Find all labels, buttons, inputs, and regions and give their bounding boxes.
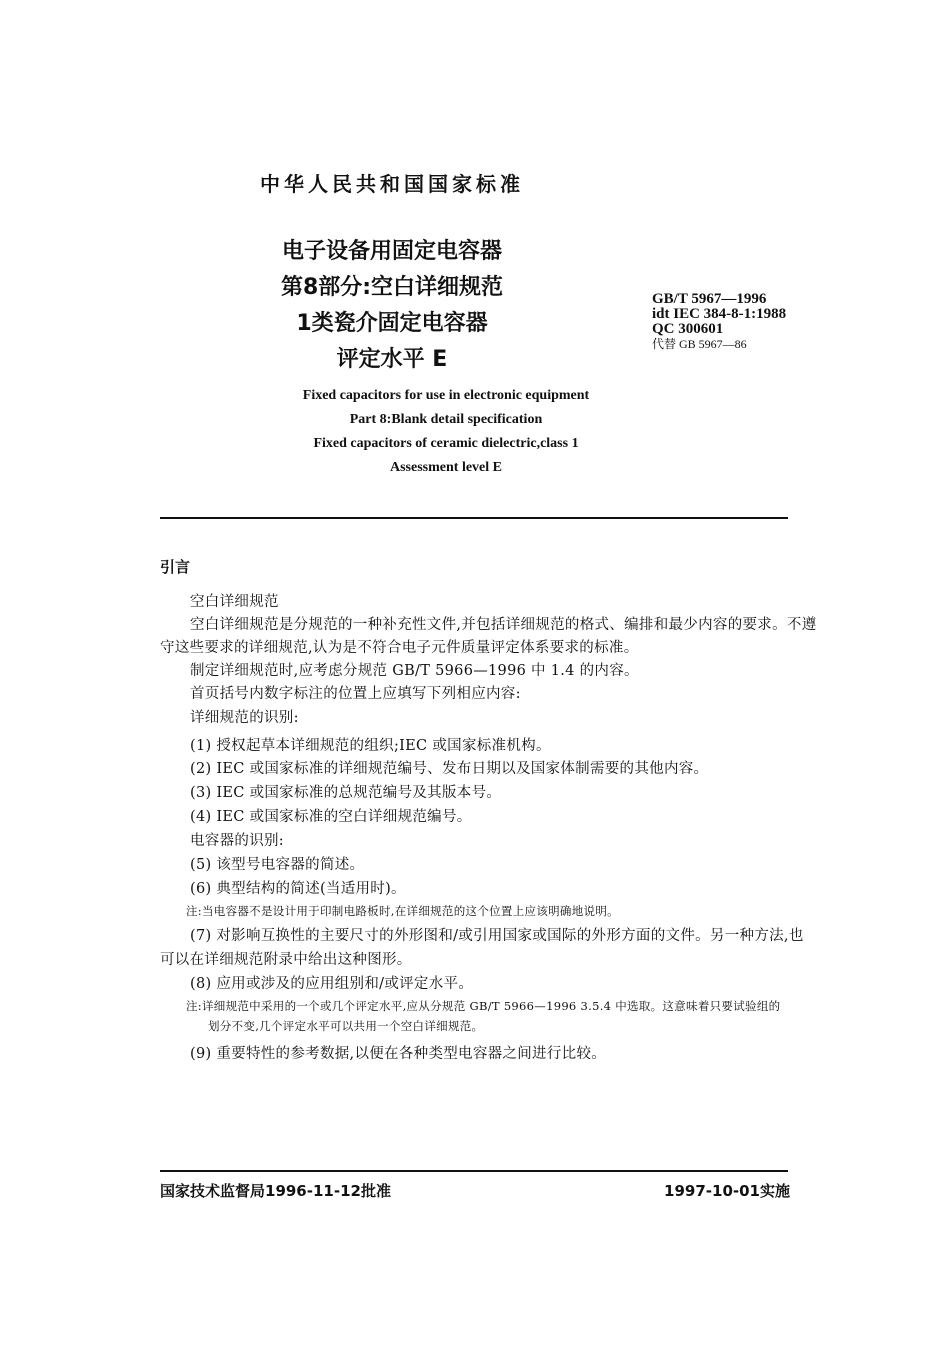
note-continuation: 划分不变,几个评定水平可以共用一个空白详细规范。 <box>208 1019 484 1033</box>
intro-heading: 引言 <box>160 558 191 576</box>
intro-line: 首页括号内数字标注的位置上应填写下列相应内容: <box>190 686 521 702</box>
qc-code: QC 300601 <box>652 321 724 337</box>
footer-divider <box>160 1170 788 1172</box>
cn-title-line-2: 第8部分:空白详细规范 <box>280 275 504 300</box>
intro-line: 空白详细规范是分规范的一种补充性文件,并包括详细规范的格式、编排和最少内容的要求。不遵 <box>190 617 817 633</box>
effective-date: 1997-10-01实施 <box>664 1182 790 1200</box>
national-standard-heading: 中华人民共和国国家标准 <box>260 172 524 196</box>
intro-line: 电容器的识别: <box>190 833 284 849</box>
en-title-line-1: Fixed capacitors for use in electronic equipment <box>302 388 590 403</box>
note: 注:当电容器不是设计用于印制电路板时,在详细规范的这个位置上应该明确地说明。 <box>186 904 619 918</box>
list-item: (7) 对影响互换性的主要尺寸的外形图和/或引用国家或国际的外形方面的文件。另一种方法,也 <box>190 928 804 944</box>
list-item: (8) 应用或涉及的应用组别和/或评定水平。 <box>190 976 474 992</box>
note: 注:详细规范中采用的一个或几个评定水平,应从分规范 GB/T 5966—1996 3.5.4 中选取。这意味着只要试验组的 <box>186 999 781 1013</box>
en-title-line-3: Fixed capacitors of ceramic dielectric,class 1 <box>313 436 579 451</box>
gb-code: GB/T 5967—1996 <box>652 291 767 307</box>
list-item: (3) IEC 或国家标准的总规范编号及其版本号。 <box>190 785 502 801</box>
list-item: (1) 授权起草本详细规范的组织;IEC 或国家标准机构。 <box>190 738 551 754</box>
intro-line: 制定详细规范时,应考虑分规范 GB/T 5966—1996 中 1.4 的内容。 <box>190 663 639 679</box>
en-title-line-4: Assessment level E <box>390 460 502 475</box>
en-title-line-2: Part 8:Blank detail specification <box>349 412 543 427</box>
replaces-code: 代替 GB 5967—86 <box>652 337 747 351</box>
list-item: (5) 该型号电容器的简述。 <box>190 857 365 873</box>
standard-codes <box>652 292 786 352</box>
intro-line: 可以在详细规范附录中给出这种图形。 <box>160 952 412 968</box>
intro-line: 空白详细规范 <box>190 594 279 610</box>
header-divider <box>160 517 788 519</box>
intro-line: 详细规范的识别: <box>190 710 299 726</box>
cn-title-line-4: 评定水平 E <box>336 347 448 372</box>
list-item: (4) IEC 或国家标准的空白详细规范编号。 <box>190 809 472 825</box>
iec-code: idt IEC 384-8-1:1988 <box>652 306 787 322</box>
approval-date: 国家技术监督局1996-11-12批准 <box>160 1182 391 1200</box>
list-item: (6) 典型结构的简述(当适用时)。 <box>190 881 406 897</box>
cn-title-line-3: 1类瓷介固定电容器 <box>296 311 488 336</box>
cn-title-line-1: 电子设备用固定电容器 <box>281 239 502 264</box>
list-item: (9) 重要特性的参考数据,以便在各种类型电容器之间进行比较。 <box>190 1046 607 1062</box>
list-item: (2) IEC 或国家标准的详细规范编号、发布日期以及国家体制需要的其他内容。 <box>190 761 709 777</box>
intro-line: 守这些要求的详细规范,认为是不符合电子元件质量评定体系要求的标准。 <box>160 640 639 656</box>
